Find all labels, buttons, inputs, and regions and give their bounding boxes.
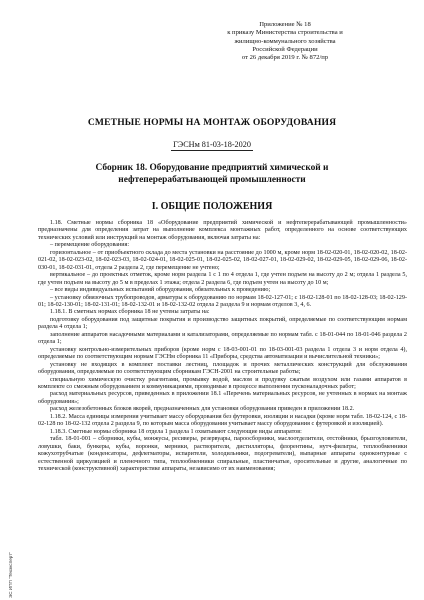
collection-title: Сборник 18. Оборудование предприятий химической и нефтеперерабатывающей промышленности [95, 163, 329, 185]
paragraph: вертикальное – до проектных отметок, кроме норм раздела 1 с 1 по 4 отдела 1, где учтен подъем на высоту до 2 м; отдела 1 раздела 5, где учтен подъем на высоту до 5 м в пределах 1 этажа; отдела 2 раздела 6, где подъем учтен на высоту до 10 м; [38, 272, 407, 286]
paragraph: табл. 18-01-001 – сборники, кубы, монжусы, ресиверы, резервуары, пароосборники, маслоотделители, отстойники, брызгоуловители, ловушки, баки, бункеры, кубы, воронки, мерники, растворители, дистилляторы, флорентины, нутч-фильтры, теплообменники кожухотрубчатые (конденсаторы, дефлегматоры, испарители, холодильники, подогреватели), выпарные аппараты одноконтурные с естественной циркуляцией и пленочного типа, теплообменники спиральные, пластинчатые, оросительные и другие, аналогичные по технической (конструктивной) характеристике аппараты, независимо от их наименования; [38, 436, 407, 472]
appendix-header [190, 21, 380, 62]
paragraph: установку не входящих в комплект поставки лестниц, площадок и прочих металлических конструкций для обслуживания оборудования, определяемые по соответствующим сборникам ГЭСН-2001 на строительные работы; [38, 361, 407, 376]
side-watermark: ЭС ИПП "Техэксперт" [8, 552, 13, 598]
appendix-line: жилищно-коммунального хозяйства [234, 37, 336, 45]
paragraph: 1.18.1. В сметных нормах сборника 18 не учтены затраты на: [50, 309, 210, 316]
paragraph: – установку обвязочных трубопроводов, арматуры к оборудованию по нормам 18-02-127-01; с 18-02-128-01 по 18-02-128-03; 18-02-129-01; 18-02-130-01; 18-02-131-01; 18-02-132-01 и 18-02-132-02 отдела 2 раздела 9 и нормам отделов 3, 4, 6. [38, 294, 407, 308]
paragraph: установку контрольно-измерительных приборов (кроме норм с 18-03-001-01 по 18-03-001-03 раздела 1 отдела 3 и норм отдела 4), определяемые по соответствующим нормам ГЭСНм сборника 11 «Приборы, средства автоматизации и вычислительной техники»; [38, 346, 407, 361]
norm-code [20, 140, 404, 149]
norm-code-text: ГЭСНм 81-03-18-2020 [173, 140, 251, 149]
appendix-line: к приказу Министерства строительства и [227, 29, 343, 37]
appendix-line: Российской Федерации [252, 45, 318, 53]
paragraph: 1.18.2. Масса единицы измерения учитывает массу оборудования без футеровки, изоляции и насадки (кроме норм табл. 18-02-124, с 18-02-128 по 18-02-132 отдела 2 раздела 9, по которым масса оборудования учитывает массу оборудования с футеровкой и изоляцией). [38, 413, 407, 428]
paragraph: горизонтальное – от приобъектного склада до места установки на расстояние до 1000 м, кроме норм 18-02-020-01, 18-02-020-02, 18-02-021-02, 18-02-023-02, 18-02-023-03, 18-02-024-01, 18-02-025-01, 18-02-025-02, 18-02-027-01, 18-02-029-02, 18-02-029-05, 18-02-029-06, 18-02-030-01, 18-02-031-01, отдела 2 раздела 2, где перемещение не учтено; [38, 249, 407, 271]
paragraph: расход железобетонных блоков якорей, предназначенных для установки оборудования приведен в приложении 18.2. [50, 406, 355, 413]
paragraph: специальную химическую очистку реагентами, промывку водой, маслом и продувку сжатым воздухом или газами аппаратов в комплекте со смежным оборудованием и коммуникациями, проводимые в процессе выполнения пусконаладочных работ; [38, 376, 407, 390]
paragraph: заполнение аппаратов насадочными материалами и катализаторами, определяемые по нормам табл. с 18-01-044 по 18-01-046 раздела 2 отдела 1; [38, 331, 407, 346]
paragraph: – все виды индивидуальных испытаний оборудования, обязательных к проведению; [50, 287, 271, 294]
section-title: I. ОБЩИЕ ПОЛОЖЕНИЯ [151, 201, 273, 212]
appendix-line: от 26 декабря 2019 г. № 872/пр [241, 54, 329, 62]
paragraph: 1.18. Сметные нормы сборника 18 «Оборудование предприятий химической и нефтеперерабатывающей промышленности» предназначены для определения затрат на выполнение комплекса монтажных работ, определенного на основе соответствующих технических условий или инструкций на монтаж оборудования, включая затраты на: [38, 220, 407, 241]
paragraph: – перемещение оборудования: [50, 242, 130, 249]
document-title: СМЕТНЫЕ НОРМЫ НА МОНТАЖ ОБОРУДОВАНИЯ [87, 117, 337, 128]
appendix-line: Приложение № 18 [259, 21, 311, 28]
paragraph: подготовку оборудования под защитные покрытия и производство защитных покрытий, определяемые по соответствующим нормам раздела 4 отдела 1; [38, 316, 407, 331]
paragraph: расход материальных ресурсов, приведенных в приложении 18.1 «Перечень материальных ресурсов, не учтенных в нормах на монтаж оборудования»; [38, 391, 407, 405]
paragraph: 1.18.3. Сметные нормы сборника 18 отдела 1 раздела 1 охватывают следующие виды аппаратов: [50, 428, 302, 435]
document-body [38, 220, 407, 473]
